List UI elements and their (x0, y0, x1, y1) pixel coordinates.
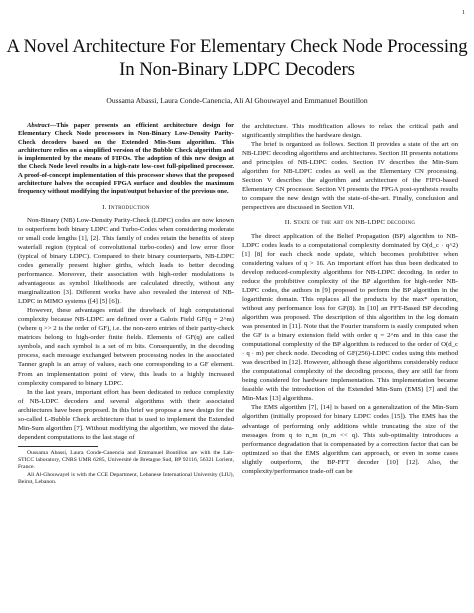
section-heading-introduction: I. Introduction (102, 203, 150, 211)
abstract-label: Abstract (27, 122, 50, 129)
intro-paragraph-2: However, these advantages entail the drawback of high computational complexity because NB-LDPC are defined over a Galois Field GF(q = 2^m) (where q >> 2 is the order of GF), i.e. the non-zero entries of their parity-check matrices belong to high-order finite fields. Elements of GF(q) are called symbols, and each symbol is a set of m bits. Consequently, in the decoding process, each message exchanged between processing nodes in the associated Tanner graph is an array of values, each one corresponding to a GF element. From an implementation point of view, this leads to a highly increased complexity compared to binary LDPC. (18, 307, 234, 387)
footnote-divider (18, 446, 98, 447)
footnote-affiliation-2: Ali Al-Ghouwayel is with the CCE Department, Lebanese International University (LIU), Beirut, Lebanon. (18, 471, 234, 485)
footnote-affiliation-1: Oussama Abassi, Laura Conde-Canencia and Emmanuel Boutillon are with the Lab-STICC laboratory, CNRS UMR 6285, Université de Bretagne Sud, BP 92116, 56321 Lorient, France. (18, 449, 234, 471)
author-list: Oussama Abassi, Laura Conde-Canencia, Ali Al Ghouwayel and Emmanuel Boutillon (106, 96, 368, 105)
right-column (242, 122, 458, 476)
state-paragraph-2: The EMS algorithm [7], [14] is based on a generalization of the Min-Sum algorithm (initially proposed for binary LDPC codes [15]). The EMS has the advantage of performing only additions while truncating the size of the messages from q to n_m (n_m << q). This sub-optimality introduces a performance degradation that is compensated by a correction factor that can be optimized so that the EMS algorithm can approach, or even in some cases slightly outperform, the BP-FFT decoder [10] [12]. Also, the complexity/performance trade-off can be (242, 404, 458, 475)
body-paragraph-1: the architecture. This modification allows to relax the critical path and significantly simplifies the hardware design. (242, 123, 458, 140)
state-paragraph-1: The direct application of the Belief Propagation (BP) algorithm to NB-LDPC codes leads to a computational complexity dominated by O(d_c · q^2) [1] [8] for each check node update, which becomes prohibitive when considering values of q > 16. An important effort has thus been dedicated to develop reduced-complexity algorithms for NB-LDPC decoding. In order to reduce the prohibitive complexity of the BP algorithm for high-order NB-LDPC codes, the authors in [9] proposed to perform the BP algorithm in the logarithmic domain. This replaces all the products by the max* operation, without any performance loss for GF(8). In [10] an FFT-Based BP decoding algorithm was proposed. The description of this algorithm in the log domain was presented in [11]. Note that the Fourier transform is easily computed when the GF is a binary extension field with order q = 2^m and in this case the computational complexity of the BP algorithm is reduced to the order of O(d_c · q · m) per check node. Decoding of GF(256)-LDPC codes using this method was described in [12]. However, although these algorithms considerably reduce the computational complexity of the decoding process, they are still far from being considered for hardware implementation. This implementation became feasible with the introduction of the Extended Min-Sum (EMS) [7] and the Min-Max [13] algorithms. (242, 232, 458, 403)
body-paragraph-2: The brief is organized as follows. Section II provides a state of the art on NB-LDPC decoding algorithms and architectures. Section III presents notations and principles of NB-LDPC codes. Section IV describes the Min-Sum algorithm for NB-LDPC codes as well as the Elementary CN processing. Section V describes the algorithm and architecture of the FIFO-based Elementary CN processor. Section VI presents the FPGA post-synthesis results to compare the new design with the state-of-the-art. Finally, conclusion and perspectives are discussed in Section VII. (242, 141, 458, 212)
abstract (18, 122, 234, 197)
left-column (18, 122, 234, 486)
intro-paragraph-3: In the last years, important effort has been dedicated to reduce complexity of NB-LDPC decoders and several algorithms with their associated architectures have been proposed. In this brief we propose a new design for the so-called L-Bubble Check architecture that is used to implement the Extended Min-Sum algorithm [7]. Without modifying the algorithm, we moved the data-dependent computations to the last stage of (18, 388, 234, 441)
abstract-text: —This paper presents an efficient architecture design for Elementary Check Node processors in Non-Binary Low-Density Parity-Check decoders based on the Extended Min-Sum algorithm. This architecture relies on a simplified version of the Bubble Check algorithm and is implemented by the means of FIFOs. The adoption of this new design at the Check Node level results in a high-rate low-cost full-pipelined processor. A proof-of-concept implementation of this processor shows that the proposed architecture halves the occupied FPGA surface and doubles the maximum frequency without modifying the input/output behavior of the previous one. (18, 122, 234, 196)
paper-title: A Novel Architecture For Elementary Check Node Processing In Non-Binary LDPC Decoders (6, 36, 468, 80)
intro-paragraph-1: Non-Binary (NB) Low-Density Parity-Check (LDPC) codes are now known to outperform both binary LDPC and Turbo-Codes when considering moderate or small code lengths [1], [2]. This family of codes retain the benefits of steep waterfall region (typical of convolutional turbo-codes) and low error floor (typical of binary LDPC). Compared to their binary counterparts, NB-LDPC codes generally present higher girths, which leads to better decoding performance. Moreover, their association with high-order modulations is advantageous as symbol likelihoods are calculated directly, without any marginalization [3]. Different works have also revealed the interest of NB-LDPC in MIMO systems ([4] [5] [6]). (18, 216, 234, 306)
page-number: 1 (462, 10, 465, 16)
section-heading-state-of-art: II. State of the art on NB-LDPC decoding (284, 219, 416, 227)
